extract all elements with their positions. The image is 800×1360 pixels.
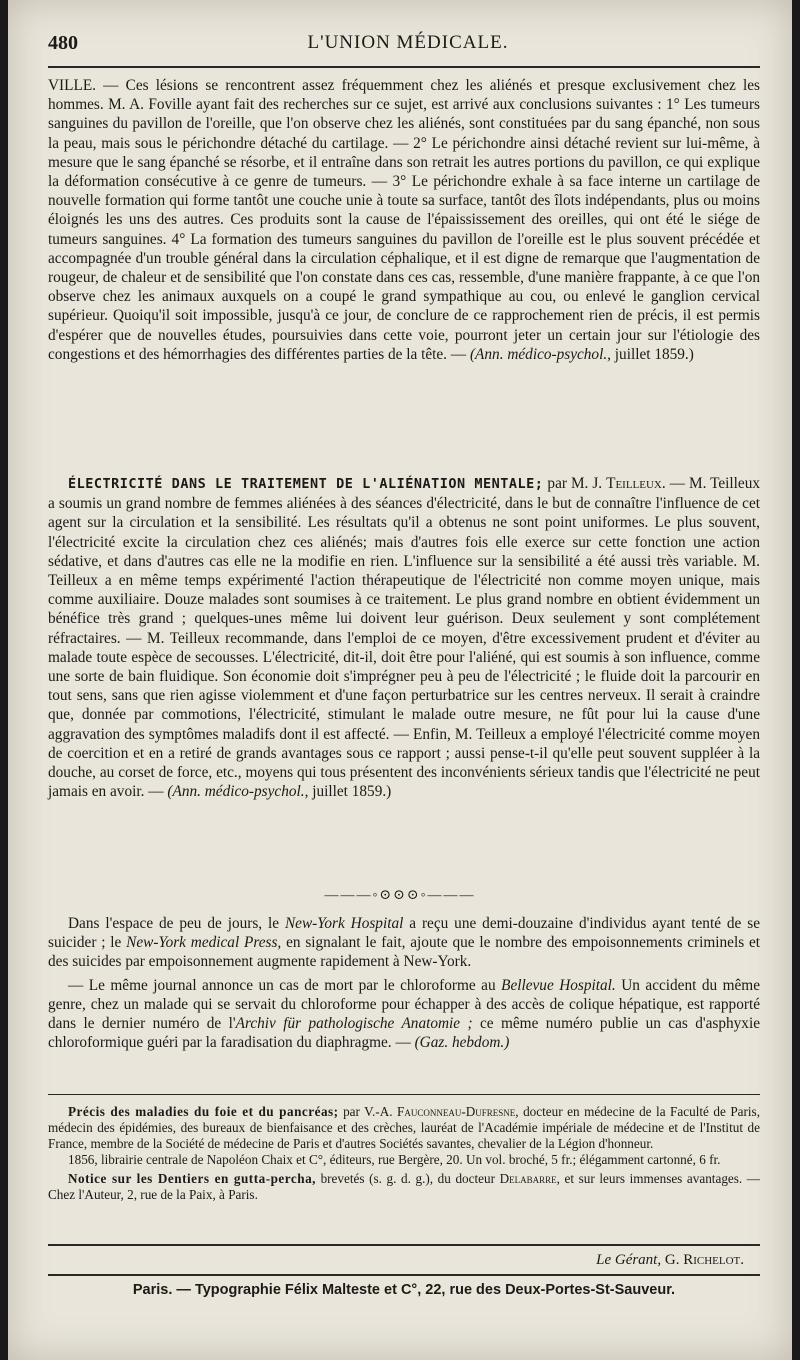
article-teilleux xyxy=(48,474,760,801)
article-teilleux-citation-date: juillet 1859.) xyxy=(308,783,392,801)
news-newyork-press: New-York medical Press, xyxy=(126,934,282,952)
article-foville xyxy=(48,76,760,364)
signature-rule xyxy=(48,1244,760,1246)
news-chloroform-text-2: Un accident du même genre, chez un malade qui se servait du chloroforme pour échapper à des accès de colique hépatique, est rapporté dans le dernier numéro de l' xyxy=(48,976,760,1033)
article-foville-lead: VILLE. xyxy=(48,77,96,94)
running-title: L'UNION MÉDICALE. xyxy=(307,32,509,53)
news-chloroform-text-1: — Le même journal annonce un cas de mort par le chloroforme au xyxy=(68,976,502,994)
signature xyxy=(596,1252,744,1269)
news-newyork-text-2: a reçu une demi-douzaine d'individus ayant tenté de se suicider ; le xyxy=(48,915,760,952)
article-teilleux-body: — M. Teilleux a soumis un grand nombre de femmes aliénées à des séances d'électricité, dans le but de connaître l'influence de cet agent sur la circulation et la sensibilité. Les résultats qu'il a obtenus ne sont point uniformes. Le plus souvent, l'électricité excite la circulation chez ces aliénés; mais d'autres fois elle exerce sur cette fonction une action sédative, et dans d'autres cas elle ne la modifie en rien. L'influence sur la sensibilité a été aussi très variable. M. Teilleux a en même temps expérimenté l'action thérapeutique de l'électricité non comme moyen unique, mais comme auxiliaire. Douze malades sont soumises à ce traitement. Le plus grand nombre en obtient évidemment un bénéfice très grand ; quelques-unes même lui doivent leur guérison. Deux seulement y sont complétement réfractaires. — M. Teilleux recommande, dans l'emploi de ce moyen, d'être excessivement prudent et d'éviter au malade toute espèce de secousses. L'électricité, dit-il, doit être pour l'aliéné, qui est soumis à son influence, comme une sorte de bain fluidique. Son économie doit s'imprégner peu à peu de l'électricité ; le fluide doit la parcourir en tout sens, sans que rien agisse violemment et d'une façon perturbatrice sur les centres nerveux. Il serait à craindre que, donnée par commotions, l'électricité, stimulant le malade outre mesure, ne fût pour lui la cause d'une aggravation des symptômes maladifs dont il est affecté. — Enfin, M. Teilleux a employé l'électricité comme moyen de coercition et en a retiré de grands avantages sous ce rapport ; aussi pense-t-il qu'elle peut souvent suppléer à la douche, au corset de force, etc., moyens qui tous présentent des inconvénients sérieux tandis que l'électricité ne peut jamais en avoir. — xyxy=(48,475,760,801)
news-chloroform-hospital: Bellevue Hospital. xyxy=(501,976,616,994)
news-newyork xyxy=(48,914,760,972)
page-number: 480 xyxy=(48,32,78,54)
ad-precis-publication: 1856, librairie centrale de Napoléon Chaix et C°, éditeurs, rue Bergère, 20. Un vol. broché, 5 fr.; élégamment cartonné, 6 fr. xyxy=(68,1152,721,1167)
signature-role: Le Gérant, xyxy=(596,1252,662,1268)
section-divider: ———◦⊙⊙⊙◦——— xyxy=(324,888,476,903)
article-teilleux-byline: par M. J. xyxy=(543,475,607,492)
ad-notice-body-2: , et sur leurs immenses avantages. — Chez l'Auteur, 2, rue de la Paix, à Paris. xyxy=(48,1171,760,1202)
article-foville-citation: (Ann. médico-psychol., xyxy=(469,345,611,363)
news-newyork-hospital: New-York Hospital xyxy=(284,915,404,932)
ad-precis-body: , docteur en médecine de la Faculté de Paris, médecin des épidémies, des bureaux de bienfaisance et des crèches, lauréat de l'Académie impériale de médecine et de l'Institut de France, membre de la Société de médecine de Paris et d'autres Sociétés savantes, chevalier de la Légion d'honneur. xyxy=(48,1104,760,1151)
ad-precis-title: Précis des maladies du foie et du pancréas; xyxy=(68,1104,339,1119)
ad-precis xyxy=(48,1104,760,1152)
article-foville-body: — Ces lésions se rencontrent assez fréquemment chez les aliénés et presque exclusivement chez les hommes. M. A. Foville ayant fait des recherches sur ce sujet, est arrivé aux conclusions suivantes : 1° Les tumeurs sanguines du pavillon de l'oreille, que l'on observe chez les aliénés, sont constituées par du sang épanché, non sous la peau, mais sous le périchondre détaché du cartilage. — 2° Le périchondre ainsi détaché revient sur lui-même, à mesure que le sang épanché se résorbe, et il entraîne dans son retrait les autres portions du pavillon, ce qui explique la déformation consécutive à ce genre de tumeurs. — 3° Le périchondre exhale à sa face interne un cartilage de nouvelle formation qui forme tantôt une couche unie à toute sa surface, tantôt des îlots indépendants, plus ou moins éloignés les uns des autres. Ces produits sont la cause de l'épaississement des oreilles, qui ont été le siége de tumeurs sanguines. 4° La formation des tumeurs sanguines du pavillon de l'oreille est le plus souvent précédée et accompagnée d'un trouble général dans la circulation céphalique, et il est digne de remarque que l'augmentation de rougeur, de chaleur et de sensibilité que l'on constate dans ces cas, ressemble, d'une manière frappante, à ce que l'on observe chez les animaux auxquels on a coupé le grand sympathique au cou, ou enlevé le ganglion cervical supérieur. Quoiqu'il soit impossible, jusqu'à ce jour, de conclure de ce rapprochement rien de précis, il est permis d'espérer que de nouvelles études, poursuivies dans cette voie, pourront jeter un certain jour sur l'étiologie des congestions et des hémorrhagies des différentes parties de la tête. — xyxy=(48,77,760,363)
page xyxy=(8,0,792,1360)
ad-precis-author: Fauconneau-Dufresne xyxy=(397,1104,516,1119)
article-foville-paragraph xyxy=(48,76,760,364)
article-teilleux-citation: (Ann. médico-psychol., xyxy=(167,783,309,801)
ad-notice xyxy=(48,1171,760,1203)
article-teilleux-paragraph xyxy=(48,474,760,801)
news-chloroform xyxy=(48,976,760,1053)
page-header xyxy=(48,28,768,60)
article-foville-citation-date: juillet 1859.) xyxy=(610,345,694,363)
footer-imprint: Paris. — Typographie Félix Malteste et C°, 22, rue des Deux-Portes-St-Sauveur. xyxy=(132,1282,676,1298)
news-section xyxy=(48,914,760,1052)
ads-rule xyxy=(48,1094,760,1095)
footer-rule xyxy=(48,1274,760,1276)
ad-precis-by: par V.-A. xyxy=(338,1104,398,1119)
news-chloroform-citation: (Gaz. hebdom.) xyxy=(414,1034,510,1052)
news-chloroform-archive: Archiv für pathologische Anatomie ; xyxy=(235,1015,473,1033)
header-rule xyxy=(48,66,760,68)
news-chloroform-text-3: ce même numéro publie un cas d'asphyxie chloroformique guéri par la faradisation du diaphragme. — xyxy=(48,1015,760,1052)
ads-section xyxy=(48,1104,760,1203)
news-newyork-text-3: en signalant le fait, ajoute que le nombre des empoisonnements criminels et des suicides par empoisonnement augmente rapidement à New-York. xyxy=(48,934,761,971)
signature-name: G. Richelot. xyxy=(661,1252,744,1268)
ad-notice-title: Notice sur les Dentiers en gutta-percha, xyxy=(68,1171,316,1186)
ad-notice-author: Delabarre xyxy=(499,1171,557,1186)
article-teilleux-author: Teilleux. xyxy=(606,475,666,492)
ad-notice-body-1: brevetés (s. g. d. g.), du docteur xyxy=(315,1171,500,1186)
news-newyork-text-1: Dans l'espace de peu de jours, le xyxy=(68,915,285,932)
article-teilleux-heading: ÉLECTRICITÉ DANS LE TRAITEMENT DE L'ALIÉNATION MENTALE; xyxy=(68,476,544,492)
